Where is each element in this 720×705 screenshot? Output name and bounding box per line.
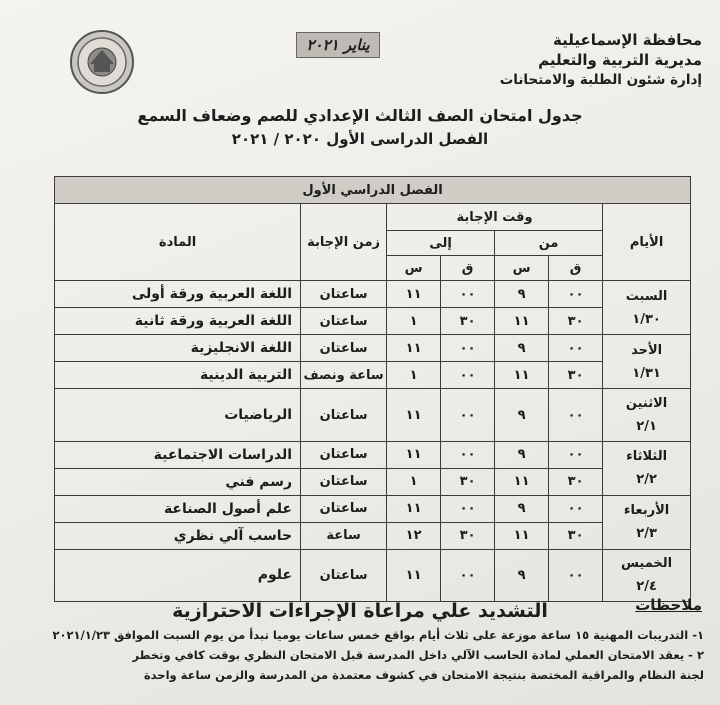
from-minute-cell: ٠٠: [549, 495, 603, 522]
table-row: [55, 362, 691, 389]
note-3: لجنة النظام والمراقبة المختصة بنتيجة الامتحان في كشوف معتمدة من المدرسة والزمن ساعة واحدة: [143, 668, 704, 682]
day-name: الأربعاء: [623, 503, 670, 519]
to-hour-cell: ١: [387, 362, 441, 389]
table-row: [55, 441, 691, 468]
subject-cell: الرياضيات: [55, 389, 301, 441]
from-minute-cell: ٠٠: [549, 335, 603, 362]
day-name: السبت: [625, 288, 668, 304]
subject-cell: اللغة الانجليزية: [55, 335, 301, 362]
table-row: [55, 522, 691, 549]
note-1: ١- التدريبات المهنية ١٥ ساعة موزعة على ثلاث أيام بواقع خمس ساعات يوميا تبدأ من يوم السبت الموافق ٢٠٢١/١/٢٣: [52, 628, 704, 642]
to-minute-cell: ٠٠: [441, 335, 495, 362]
from-hour-cell: ٩: [495, 389, 549, 441]
day-name: الاثنين: [625, 396, 668, 411]
to-hour-cell: ١١: [387, 549, 441, 601]
to-minute-header: ق: [441, 256, 495, 281]
date-box: يناير ٢٠٢١: [296, 32, 380, 58]
from-hour-cell: ٩: [495, 281, 549, 308]
day-name: الثلاثاء: [626, 449, 668, 465]
to-minute-cell: ٠٠: [441, 495, 495, 522]
to-minute-cell: ٣٠: [441, 308, 495, 335]
from-hour-cell: ١١: [495, 522, 549, 549]
duration-cell: ساعتان: [301, 441, 387, 468]
to-hour-header: س: [387, 256, 441, 281]
to-minute-cell: ٣٠: [441, 522, 495, 549]
header-department: إدارة شئون الطلبة والامتحانات: [499, 72, 702, 88]
day-cell: [603, 441, 691, 495]
from-hour-cell: ٩: [495, 549, 549, 601]
duration-cell: ساعتان: [301, 389, 387, 441]
header-authority: [482, 30, 702, 90]
to-hour-cell: ١١: [387, 389, 441, 441]
from-minute-cell: ٠٠: [549, 549, 603, 601]
to-minute-cell: ٠٠: [441, 441, 495, 468]
from-minute-cell: ٠٠: [549, 389, 603, 441]
subject-cell: اللغة العربية ورقة أولى: [55, 281, 301, 308]
to-hour-cell: ١١: [387, 281, 441, 308]
from-hour-cell: ٩: [495, 335, 549, 362]
duration-cell: ساعتان: [301, 468, 387, 495]
document-subtitle: الفصل الدراسى الأول ٢٠٢٠ / ٢٠٢١: [231, 130, 489, 148]
table-row: [55, 389, 691, 441]
to-hour-cell: ١١: [387, 495, 441, 522]
subject-cell: اللغة العربية ورقة ثانية: [55, 308, 301, 335]
duration-cell: ساعتان: [301, 335, 387, 362]
day-cell: [603, 495, 691, 549]
day-cell: [603, 281, 691, 335]
to-minute-cell: ٣٠: [441, 468, 495, 495]
from-minute-cell: ٣٠: [549, 362, 603, 389]
from-hour-cell: ١١: [495, 468, 549, 495]
from-header: من: [495, 231, 603, 256]
to-minute-cell: ٠٠: [441, 281, 495, 308]
subject-header: المادة: [55, 204, 301, 281]
to-hour-cell: ١١: [387, 335, 441, 362]
subject-cell: التربية الدينية: [55, 362, 301, 389]
to-minute-cell: ٠٠: [441, 389, 495, 441]
from-hour-cell: ٩: [495, 495, 549, 522]
from-minute-cell: ٠٠: [549, 441, 603, 468]
from-hour-cell: ١١: [495, 308, 549, 335]
to-hour-cell: ١: [387, 468, 441, 495]
to-minute-cell: ٠٠: [441, 549, 495, 601]
answer-time-header: وقت الإجابة: [387, 204, 603, 231]
ministry-seal-icon: [68, 28, 136, 96]
subject-cell: رسم فني: [55, 468, 301, 495]
from-hour-header: س: [495, 256, 549, 281]
day-date: ١/٣٠: [632, 311, 661, 327]
table-row: [55, 468, 691, 495]
day-date: ٢/١: [636, 419, 657, 434]
table-row: [55, 335, 691, 362]
semester-header: الفصل الدراسي الأول: [55, 177, 691, 204]
note-2: ٢ - يعقد الامتحان العملي لمادة الحاسب الآلي داخل المدرسة قبل الامتحان النظري بوقت كافي وتخطر: [132, 648, 704, 662]
day-date: ٢/٢: [636, 472, 657, 488]
day-name: الخميس: [621, 556, 673, 572]
duration-header: زمن الإجابة: [301, 204, 387, 281]
duration-cell: ساعة ونصف: [301, 362, 387, 389]
to-header: إلى: [387, 231, 495, 256]
from-minute-cell: ٠٠: [549, 281, 603, 308]
duration-cell: ساعتان: [301, 308, 387, 335]
day-date: ١/٣١: [632, 365, 661, 381]
schedule-body: [55, 281, 691, 602]
to-hour-cell: ١٢: [387, 522, 441, 549]
to-hour-cell: ١١: [387, 441, 441, 468]
day-date: ٢/٤: [636, 579, 657, 595]
day-cell: [603, 549, 691, 601]
subject-cell: حاسب آلي نظري: [55, 522, 301, 549]
to-hour-cell: ١: [387, 308, 441, 335]
table-row: [55, 495, 691, 522]
table-row: [55, 281, 691, 308]
duration-cell: ساعة: [301, 522, 387, 549]
subject-cell: علوم: [55, 549, 301, 601]
to-minute-cell: ٠٠: [441, 362, 495, 389]
from-minute-cell: ٣٠: [549, 308, 603, 335]
exam-schedule-table: [54, 176, 691, 602]
day-cell: [603, 389, 691, 441]
table-row: [55, 549, 691, 601]
notes-label: ملاحظات: [635, 596, 702, 614]
precautions-emphasis: التشديد علي مراعاة الإجراءات الاحترازية: [172, 600, 548, 622]
header-governorate: محافظة الإسماعيلية: [553, 31, 702, 49]
from-hour-cell: ١١: [495, 362, 549, 389]
day-cell: [603, 335, 691, 389]
subject-cell: الدراسات الاجتماعية: [55, 441, 301, 468]
duration-cell: ساعتان: [301, 495, 387, 522]
subject-cell: علم أصول الصناعة: [55, 495, 301, 522]
header-directorate: مديرية التربية والتعليم: [538, 51, 702, 69]
duration-cell: ساعتان: [301, 281, 387, 308]
document-title: جدول امتحان الصف الثالث الإعدادي للصم وضعاف السمع: [137, 106, 583, 125]
from-minute-cell: ٣٠: [549, 522, 603, 549]
from-minute-header: ق: [549, 256, 603, 281]
days-header: الأيام: [603, 204, 691, 281]
day-name: الأحد: [631, 342, 663, 358]
day-date: ٢/٣: [636, 526, 657, 542]
duration-cell: ساعتان: [301, 549, 387, 601]
from-minute-cell: ٣٠: [549, 468, 603, 495]
table-row: [55, 308, 691, 335]
from-hour-cell: ٩: [495, 441, 549, 468]
